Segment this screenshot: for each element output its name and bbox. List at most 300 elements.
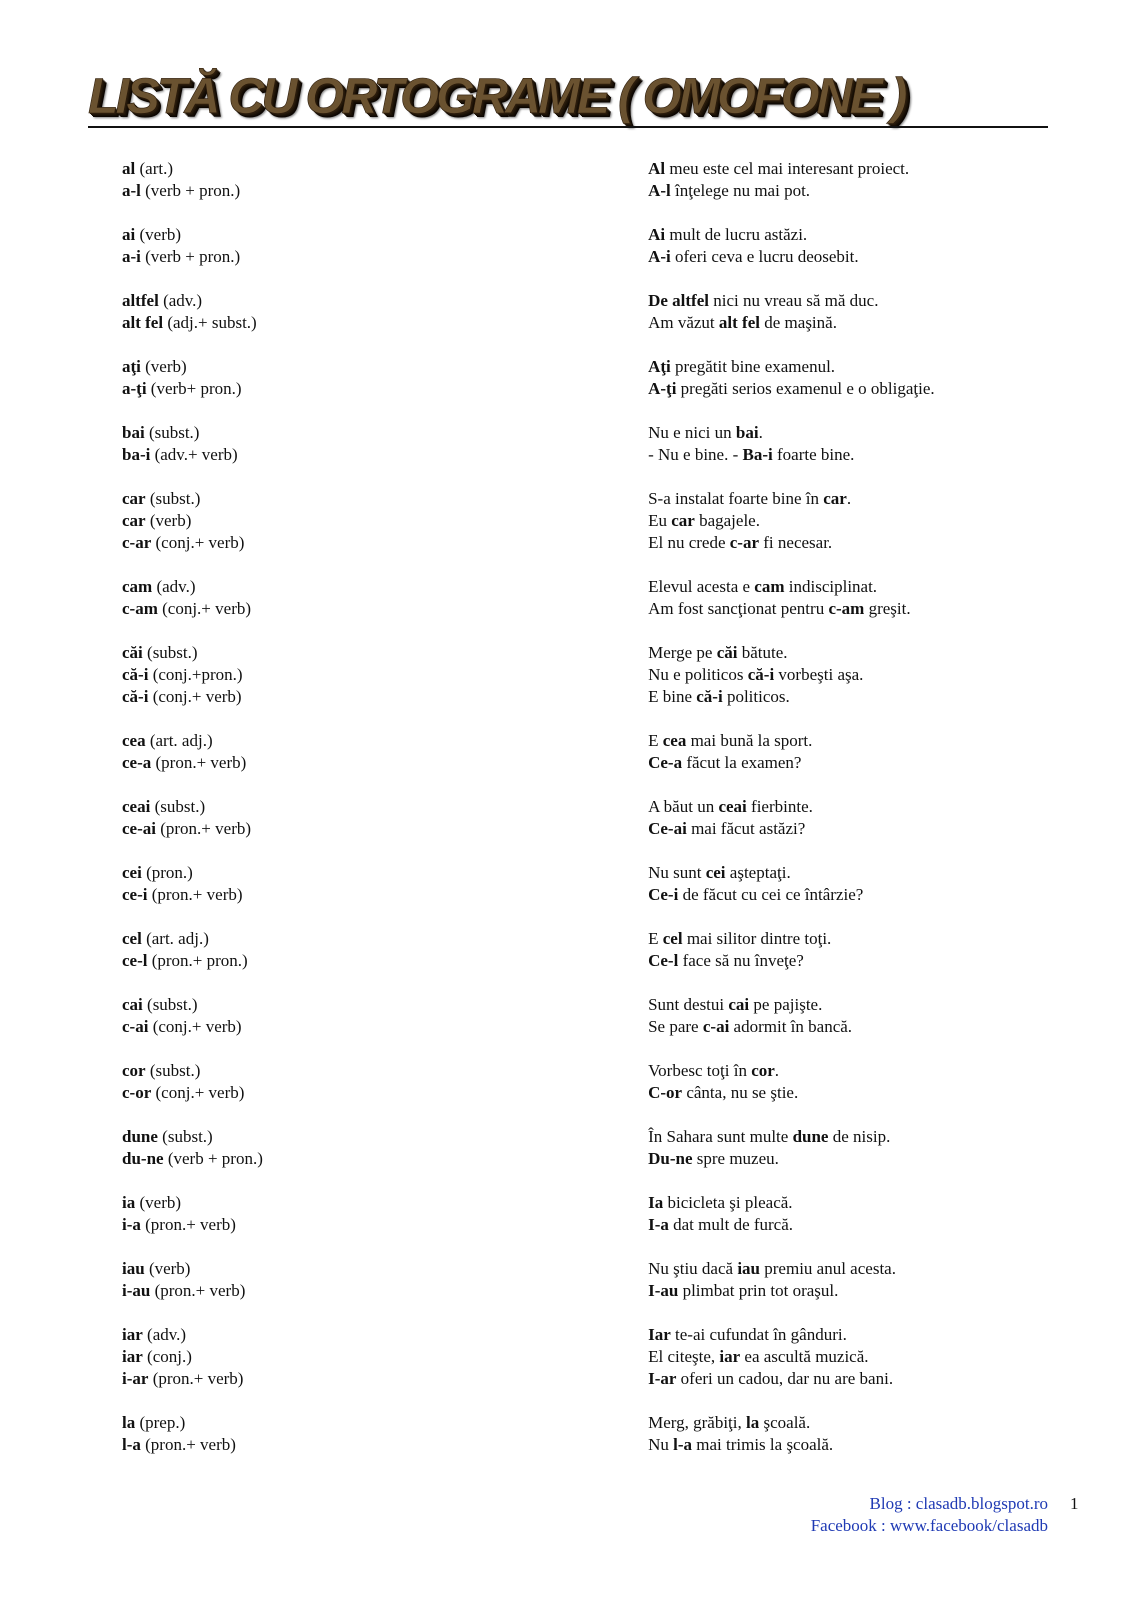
- word-line: [122, 224, 648, 246]
- entry-examples: [648, 862, 1002, 928]
- entry-group: [122, 1192, 1002, 1258]
- entry-group: [122, 730, 1002, 796]
- word: ce-l: [122, 951, 148, 970]
- entry-examples: [648, 730, 1002, 796]
- example-sentence: [648, 1346, 1002, 1368]
- example-sentence: [648, 1258, 1002, 1280]
- title-underline: [88, 126, 1048, 128]
- example-text: Nu: [648, 1435, 674, 1454]
- entry-words: [122, 1060, 648, 1126]
- word-type: (verb): [144, 1259, 191, 1278]
- example-keyword: C-or: [648, 1083, 683, 1102]
- word: ce-i: [122, 885, 148, 904]
- word-type: (verb): [135, 1193, 182, 1212]
- word-type: (verb + pron.): [140, 181, 241, 200]
- entry-words: [122, 158, 648, 224]
- example-keyword: cea: [662, 731, 687, 750]
- word-type: (art. adj.): [145, 731, 213, 750]
- example-text: El citeşte,: [648, 1347, 720, 1366]
- example-text: mult de lucru astăzi.: [665, 225, 808, 244]
- example-text: E bine: [648, 687, 697, 706]
- example-text: spre muzeu.: [692, 1149, 779, 1168]
- example-sentence: [648, 1434, 1002, 1456]
- example-text: de nisip.: [828, 1127, 891, 1146]
- word-type: (subst.): [142, 995, 198, 1014]
- word: cei: [122, 863, 142, 882]
- example-sentence: [648, 1280, 1002, 1302]
- example-keyword: Ce-ai: [648, 819, 687, 838]
- blog-link[interactable]: Blog : clasadb.blogspot.ro: [869, 1494, 1048, 1513]
- word: ba-i: [122, 445, 151, 464]
- word-line: [122, 1060, 648, 1082]
- example-text: bicicleta şi pleacă.: [663, 1193, 793, 1212]
- example-text: Elevul acesta e: [648, 577, 755, 596]
- entry-words: [122, 224, 648, 290]
- example-keyword: că-i: [696, 687, 723, 706]
- example-text: plimbat prin tot oraşul.: [678, 1281, 839, 1300]
- footer: [811, 1493, 1048, 1537]
- word-line: [122, 488, 648, 510]
- example-text: aşteptaţi.: [725, 863, 791, 882]
- word: i-au: [122, 1281, 151, 1300]
- example-text: dat mult de furcă.: [668, 1215, 794, 1234]
- word-line: [122, 1082, 648, 1104]
- word-line: [122, 950, 648, 972]
- word: alt fel: [122, 313, 164, 332]
- word: cai: [122, 995, 143, 1014]
- entry-group: [122, 1060, 1002, 1126]
- word-type: (prep.): [135, 1413, 186, 1432]
- word-type: (adv.+ verb): [150, 445, 238, 464]
- entry-words: [122, 356, 648, 422]
- word: cor: [122, 1061, 146, 1080]
- entry-words: [122, 642, 648, 730]
- example-keyword: că-i: [747, 665, 775, 684]
- example-keyword: căi: [716, 643, 738, 662]
- example-text: mai trimis la şcoală.: [692, 1435, 834, 1454]
- entry-words: [122, 730, 648, 796]
- word-type: (pron.+ pron.): [147, 951, 248, 970]
- word: cel: [122, 929, 142, 948]
- example-sentence: [648, 884, 1002, 906]
- entry-examples: [648, 576, 1002, 642]
- word-line: [122, 532, 648, 554]
- example-keyword: la: [746, 1413, 760, 1432]
- example-sentence: [648, 862, 1002, 884]
- word: ce-a: [122, 753, 152, 772]
- word: ce-ai: [122, 819, 156, 838]
- example-sentence: [648, 1214, 1002, 1236]
- word-line: [122, 576, 648, 598]
- word: c-ai: [122, 1017, 149, 1036]
- example-sentence: [648, 1192, 1002, 1214]
- word-type: (conj.+ verb): [157, 599, 252, 618]
- example-text: Eu: [648, 511, 672, 530]
- word-line: [122, 1434, 648, 1456]
- entry-group: [122, 862, 1002, 928]
- word: altfel: [122, 291, 159, 310]
- entry-group: [122, 1412, 1002, 1478]
- example-sentence: [648, 488, 1002, 510]
- word: ia: [122, 1193, 136, 1212]
- word: al: [122, 159, 136, 178]
- example-keyword: A-l: [648, 181, 671, 200]
- example-keyword: dune: [792, 1127, 829, 1146]
- word: a-l: [122, 181, 141, 200]
- word-line: [122, 1368, 648, 1390]
- word-line: [122, 158, 648, 180]
- word-line: [122, 180, 648, 202]
- facebook-link[interactable]: Facebook : www.facebook/clasadb: [810, 1516, 1048, 1535]
- example-text: mai silitor dintre toţi.: [682, 929, 832, 948]
- word-type: (art.): [135, 159, 173, 178]
- example-sentence: [648, 1324, 1002, 1346]
- example-sentence: [648, 796, 1002, 818]
- entry-words: [122, 796, 648, 862]
- example-sentence: [648, 1016, 1002, 1038]
- word-line: [122, 1214, 648, 1236]
- entry-words: [122, 576, 648, 642]
- word-type: (adj.+ subst.): [163, 313, 257, 332]
- word-line: [122, 928, 648, 950]
- word-type: (conj.+ verb): [148, 1017, 242, 1036]
- example-sentence: [648, 356, 1002, 378]
- word-line: [122, 642, 648, 664]
- word-type: (adv.): [142, 1325, 187, 1344]
- entry-group: [122, 576, 1002, 642]
- entry-examples: [648, 356, 1002, 422]
- word-type: (pron.+ verb): [148, 1369, 244, 1388]
- example-text: premiu anul acesta.: [760, 1259, 896, 1278]
- word: i-a: [122, 1215, 141, 1234]
- entry-examples: [648, 290, 1002, 356]
- example-text: bagajele.: [694, 511, 760, 530]
- word-type: (subst.): [157, 1127, 213, 1146]
- word-type: (conj.+ verb): [148, 687, 242, 706]
- word-line: [122, 422, 648, 444]
- word: că-i: [122, 687, 149, 706]
- entry-examples: [648, 224, 1002, 290]
- example-text: Sunt destui: [648, 995, 729, 1014]
- entry-examples: [648, 796, 1002, 862]
- word-type: (conj.): [142, 1347, 192, 1366]
- example-text: oferi un cadou, dar nu are bani.: [676, 1369, 894, 1388]
- example-keyword: I-au: [648, 1281, 679, 1300]
- example-sentence: [648, 1060, 1002, 1082]
- example-sentence: [648, 928, 1002, 950]
- example-text: adormit în bancă.: [729, 1017, 853, 1036]
- example-text: El nu crede: [648, 533, 730, 552]
- word-line: [122, 510, 648, 532]
- word: l-a: [122, 1435, 141, 1454]
- word-line: [122, 1148, 648, 1170]
- word-line: [122, 1258, 648, 1280]
- entry-examples: [648, 642, 1002, 730]
- example-sentence: [648, 224, 1002, 246]
- example-sentence: [648, 686, 1002, 708]
- word-line: [122, 818, 648, 840]
- entry-examples: [648, 488, 1002, 576]
- entry-examples: [648, 158, 1002, 224]
- example-text: nici nu vreau să mă duc.: [708, 291, 879, 310]
- entry-words: [122, 1258, 648, 1324]
- word-type: (verb + pron.): [163, 1149, 263, 1168]
- word-line: [122, 1192, 648, 1214]
- example-sentence: [648, 1126, 1002, 1148]
- word: ceai: [122, 797, 151, 816]
- entry-words: [122, 290, 648, 356]
- word: a-i: [122, 247, 141, 266]
- word: car: [122, 489, 146, 508]
- word: cea: [122, 731, 146, 750]
- example-keyword: A-ţi: [648, 379, 677, 398]
- word: i-ar: [122, 1369, 149, 1388]
- entry-group: [122, 422, 1002, 488]
- example-text: şcoală.: [759, 1413, 811, 1432]
- example-keyword: Ai: [648, 225, 666, 244]
- word: a-ţi: [122, 379, 147, 398]
- example-text: fi necesar.: [759, 533, 833, 552]
- word-line: [122, 246, 648, 268]
- example-sentence: [648, 1412, 1002, 1434]
- example-keyword: A-i: [648, 247, 671, 266]
- example-text: fierbinte.: [746, 797, 813, 816]
- example-keyword: bai: [735, 423, 759, 442]
- entry-examples: [648, 1412, 1002, 1478]
- word-line: [122, 312, 648, 334]
- word-type: (pron.+ verb): [140, 1435, 236, 1454]
- example-text: vorbeşti aşa.: [774, 665, 864, 684]
- example-sentence: [648, 664, 1002, 686]
- word-line: [122, 1324, 648, 1346]
- example-text: .: [758, 423, 763, 442]
- word: iar: [122, 1325, 143, 1344]
- example-sentence: [648, 598, 1002, 620]
- example-keyword: Ce-a: [648, 753, 683, 772]
- word: cam: [122, 577, 153, 596]
- entry-examples: [648, 1192, 1002, 1258]
- example-text: te-ai cufundat în gânduri.: [670, 1325, 847, 1344]
- example-sentence: [648, 576, 1002, 598]
- word-line: [122, 994, 648, 1016]
- entry-words: [122, 1192, 648, 1258]
- word-type: (pron.): [141, 863, 193, 882]
- example-text: Merge pe: [648, 643, 717, 662]
- example-sentence: [648, 510, 1002, 532]
- example-text: E: [648, 929, 663, 948]
- example-sentence: [648, 1082, 1002, 1104]
- entry-examples: [648, 1258, 1002, 1324]
- entry-group: [122, 1258, 1002, 1324]
- example-sentence: [648, 246, 1002, 268]
- entry-group: [122, 224, 1002, 290]
- entry-examples: [648, 1126, 1002, 1192]
- word-line: [122, 796, 648, 818]
- example-text: face să nu înveţe?: [678, 951, 804, 970]
- example-keyword: Iar: [648, 1325, 671, 1344]
- word-line: [122, 444, 648, 466]
- example-keyword: cel: [662, 929, 683, 948]
- entry-group: [122, 642, 1002, 730]
- word: că-i: [122, 665, 149, 684]
- example-text: pregăti serios examenul e o obligaţie.: [676, 379, 935, 398]
- example-text: Vorbesc toţi în: [648, 1061, 752, 1080]
- entry-examples: [648, 1324, 1002, 1412]
- entry-examples: [648, 422, 1002, 488]
- word-type: (verb): [135, 225, 182, 244]
- example-keyword: ceai: [718, 797, 747, 816]
- example-text: În Sahara sunt multe: [648, 1127, 793, 1146]
- entry-group: [122, 356, 1002, 422]
- word-type: (adv.): [152, 577, 196, 596]
- example-text: Merg, grăbiţi,: [648, 1413, 746, 1432]
- entry-group: [122, 796, 1002, 862]
- example-keyword: I-a: [648, 1215, 669, 1234]
- word-type: (verb): [145, 511, 192, 530]
- example-keyword: c-ai: [702, 1017, 730, 1036]
- example-text: oferi ceva e lucru deosebit.: [670, 247, 859, 266]
- example-keyword: Aţi: [648, 357, 671, 376]
- entry-examples: [648, 928, 1002, 994]
- example-sentence: [648, 422, 1002, 444]
- word: iau: [122, 1259, 145, 1278]
- example-sentence: [648, 1368, 1002, 1390]
- example-sentence: [648, 158, 1002, 180]
- word: c-or: [122, 1083, 152, 1102]
- example-text: greşit.: [864, 599, 911, 618]
- example-sentence: [648, 180, 1002, 202]
- entry-group: [122, 488, 1002, 576]
- word-type: (conj.+ verb): [151, 533, 245, 552]
- example-keyword: alt fel: [718, 313, 760, 332]
- word: ai: [122, 225, 136, 244]
- example-sentence: [648, 994, 1002, 1016]
- word-type: (conj.+ verb): [151, 1083, 245, 1102]
- example-keyword: l-a: [673, 1435, 693, 1454]
- example-keyword: car: [823, 489, 847, 508]
- word: la: [122, 1413, 136, 1432]
- example-keyword: cei: [705, 863, 726, 882]
- word: c-am: [122, 599, 158, 618]
- example-text: Am fost sancţionat pentru: [648, 599, 829, 618]
- entry-group: [122, 994, 1002, 1060]
- word-line: [122, 686, 648, 708]
- example-keyword: car: [671, 511, 695, 530]
- example-text: meu este cel mai interesant proiect.: [665, 159, 910, 178]
- example-text: pregătit bine examenul.: [670, 357, 836, 376]
- example-text: Nu e politicos: [648, 665, 748, 684]
- word: căi: [122, 643, 143, 662]
- example-text: Nu sunt: [648, 863, 706, 882]
- example-sentence: [648, 532, 1002, 554]
- entry-words: [122, 994, 648, 1060]
- example-keyword: Ce-i: [648, 885, 679, 904]
- example-text: Am văzut: [648, 313, 719, 332]
- example-keyword: De altfel: [648, 291, 709, 310]
- word-line: [122, 1126, 648, 1148]
- example-sentence: [648, 444, 1002, 466]
- entry-examples: [648, 994, 1002, 1060]
- example-keyword: Ia: [648, 1193, 664, 1212]
- example-sentence: [648, 950, 1002, 972]
- example-text: indisciplinat.: [784, 577, 878, 596]
- word-type: (conj.+pron.): [148, 665, 243, 684]
- example-keyword: iar: [719, 1347, 741, 1366]
- word-line: [122, 862, 648, 884]
- word: iar: [122, 1347, 143, 1366]
- word-line: [122, 1346, 648, 1368]
- example-text: cânta, nu se ştie.: [682, 1083, 799, 1102]
- example-keyword: cai: [728, 995, 750, 1014]
- entry-words: [122, 422, 648, 488]
- word-type: (subst.): [142, 643, 198, 662]
- example-text: pe pajişte.: [749, 995, 823, 1014]
- entry-words: [122, 1126, 648, 1192]
- word-type: (adv.): [158, 291, 203, 310]
- example-sentence: [648, 752, 1002, 774]
- word-line: [122, 378, 648, 400]
- example-keyword: iau: [737, 1259, 761, 1278]
- word-line: [122, 1412, 648, 1434]
- example-text: E: [648, 731, 663, 750]
- word: car: [122, 511, 146, 530]
- word: bai: [122, 423, 145, 442]
- word-type: (pron.+ verb): [155, 819, 252, 838]
- entry-words: [122, 488, 648, 576]
- word-type: (pron.+ verb): [150, 1281, 246, 1300]
- example-keyword: I-ar: [648, 1369, 677, 1388]
- example-sentence: [648, 378, 1002, 400]
- entry-words: [122, 928, 648, 994]
- example-text: - Nu e bine. -: [648, 445, 743, 464]
- example-sentence: [648, 290, 1002, 312]
- entry-words: [122, 1412, 648, 1478]
- word-type: (verb+ pron.): [146, 379, 242, 398]
- word-type: (subst.): [144, 423, 200, 442]
- word-line: [122, 356, 648, 378]
- example-text: de făcut cu cei ce întârzie?: [678, 885, 864, 904]
- example-text: mai bună la sport.: [686, 731, 813, 750]
- page-number: 1: [1070, 1494, 1079, 1513]
- word-line: [122, 1280, 648, 1302]
- example-text: A băut un: [648, 797, 719, 816]
- example-keyword: Ce-l: [648, 951, 679, 970]
- word-list: [122, 158, 1002, 1478]
- word-type: (pron.+ verb): [151, 753, 247, 772]
- example-keyword: Al: [648, 159, 666, 178]
- example-keyword: Ba-i: [742, 445, 773, 464]
- example-keyword: Du-ne: [648, 1149, 693, 1168]
- example-text: mai făcut astăzi?: [686, 819, 806, 838]
- entry-group: [122, 290, 1002, 356]
- entry-group: [122, 928, 1002, 994]
- word-type: (pron.+ verb): [147, 885, 243, 904]
- word-type: (art. adj.): [141, 929, 209, 948]
- example-text: făcut la examen?: [682, 753, 802, 772]
- example-keyword: cam: [754, 577, 785, 596]
- page-title: LISTĂ CU ORTOGRAME ( OMOFONE ): [88, 68, 905, 124]
- word-line: [122, 730, 648, 752]
- example-text: .: [774, 1061, 780, 1080]
- word-line: [122, 752, 648, 774]
- example-sentence: [648, 642, 1002, 664]
- example-sentence: [648, 1148, 1002, 1170]
- example-sentence: [648, 730, 1002, 752]
- word-line: [122, 1016, 648, 1038]
- example-sentence: [648, 312, 1002, 334]
- example-text: înţelege nu mai pot.: [670, 181, 811, 200]
- example-text: S-a instalat foarte bine în: [648, 489, 824, 508]
